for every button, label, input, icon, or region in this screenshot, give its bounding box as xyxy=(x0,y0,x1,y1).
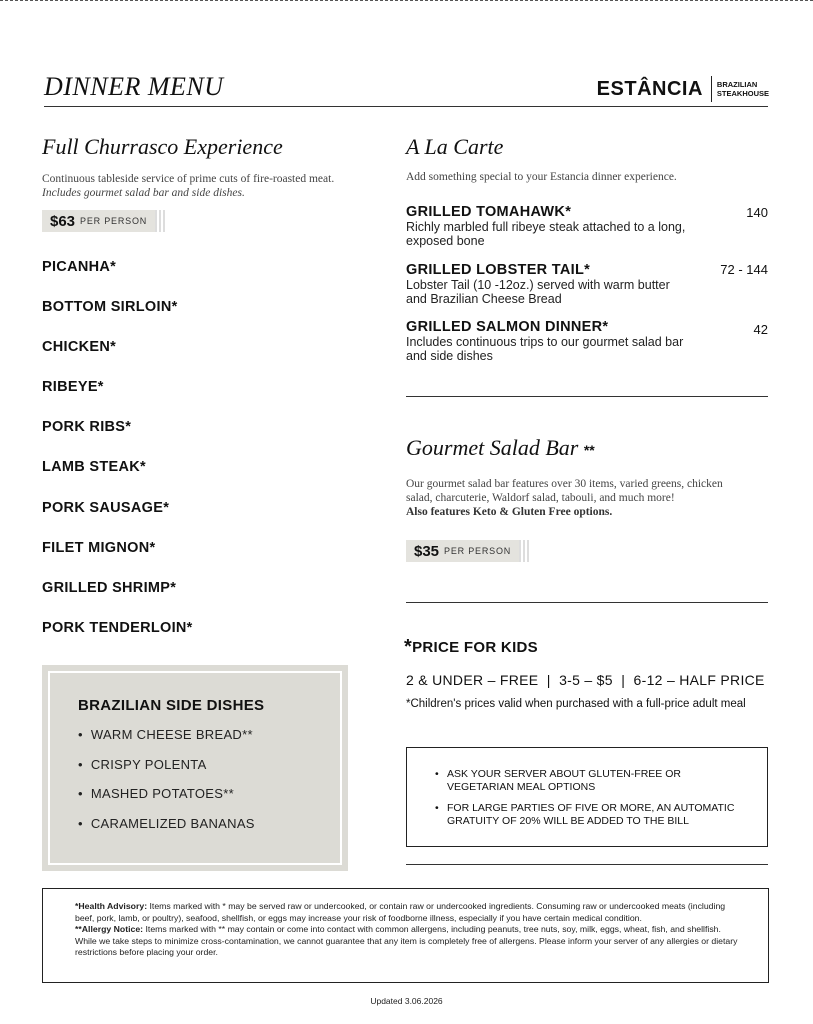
allergy-notice xyxy=(75,924,742,959)
alacarte-item-price: 42 xyxy=(753,322,768,337)
advisory-box xyxy=(42,888,769,983)
churrasco-desc-line-1: Continuous tableside service of prime cuts of fire-roasted meat. xyxy=(42,173,335,185)
meat-item: PORK TENDERLOIN* xyxy=(42,620,193,636)
side-dishes-heading: BRAZILIAN SIDE DISHES xyxy=(78,697,265,714)
kids-heading xyxy=(404,636,538,659)
alacarte-item-name: GRILLED LOBSTER TAIL* xyxy=(406,262,591,278)
note-item: • FOR LARGE PARTIES OF FIVE OR MORE, AN AUTOMATIC GRATUITY OF 20% WILL BE ADDED TO THE BILL xyxy=(435,802,745,827)
alacarte-item xyxy=(406,262,768,306)
health-advisory-label: *Health Advisory: xyxy=(75,901,148,911)
brand-name: ESTÂNCIA xyxy=(596,77,703,100)
health-advisory xyxy=(75,901,742,924)
side-dishes-box xyxy=(42,665,348,871)
brand-logo xyxy=(597,76,769,102)
meat-item: FILET MIGNON* xyxy=(42,540,156,556)
salad-desc-line-3: Also features Keto & Gluten Free options. xyxy=(406,506,613,518)
page-top-border xyxy=(0,0,813,1)
kids-asterisk: * xyxy=(404,636,413,658)
salad-price-badge xyxy=(406,540,531,562)
meat-item: PORK SAUSAGE* xyxy=(42,500,170,516)
alacarte-item-desc-line: exposed bone xyxy=(406,234,485,248)
allergy-notice-label: **Allergy Notice: xyxy=(75,924,144,934)
notes-box xyxy=(406,747,768,847)
meat-item: GRILLED SHRIMP* xyxy=(42,580,177,596)
side-dish-item: • MASHED POTATOES** xyxy=(78,786,255,816)
meat-item: PORK RIBS* xyxy=(42,419,132,435)
salad-allergen-mark: ** xyxy=(583,442,595,458)
header-rule xyxy=(44,106,768,107)
meat-item: BOTTOM SIRLOIN* xyxy=(42,299,178,315)
salad-desc-line-2: salad, charcuterie, Waldorf salad, tabouli, and much more! xyxy=(406,492,675,504)
churrasco-heading: Full Churrasco Experience xyxy=(42,134,283,159)
alacarte-item-desc-line: Includes continuous trips to our gourmet salad bar xyxy=(406,335,684,349)
brand-divider xyxy=(711,76,712,102)
alacarte-item xyxy=(406,319,768,363)
alacarte-item-desc-line: and side dishes xyxy=(406,349,493,363)
side-dishes-list xyxy=(78,727,255,845)
churrasco-price-unit: PER PERSON xyxy=(80,216,148,226)
churrasco-desc xyxy=(42,172,334,200)
alacarte-item-price: 140 xyxy=(746,205,768,220)
salad-price: $35 xyxy=(414,542,440,560)
section-divider xyxy=(406,602,768,603)
meat-item: CHICKEN* xyxy=(42,339,117,355)
alacarte-heading: A La Carte xyxy=(406,134,504,159)
brand-subtitle-line-1: BRAZILIAN xyxy=(716,80,758,89)
alacarte-item-name: GRILLED TOMAHAWK* xyxy=(406,204,572,220)
alacarte-item-price: 72 - 144 xyxy=(720,262,768,277)
alacarte-item-desc-line: Lobster Tail (10 -12oz.) served with warm butter xyxy=(406,278,670,292)
churrasco-desc-line-2: Includes gourmet salad bar and side dishes. xyxy=(42,187,245,199)
salad-price-unit: PER PERSON xyxy=(444,546,512,556)
side-dish-item: • CARAMELIZED BANANAS xyxy=(78,816,255,846)
price-badge-stripes xyxy=(519,540,531,562)
kids-note: *Children's prices valid when purchased with a full-price adult meal xyxy=(406,698,746,710)
churrasco-price-badge xyxy=(42,210,167,232)
alacarte-item-desc-line: Richly marbled full ribeye steak attached to a long, xyxy=(406,220,686,234)
section-divider xyxy=(406,396,768,397)
health-advisory-text: Items marked with * may be served raw or undercooked, or contain raw or undercooked ingredients. Consuming raw or undercooked meats (including beef, pork, lamb, or poultry), seafood, shellfish, or eggs may increase your risk of foodborne illness, especially if you have certain medical condition. xyxy=(75,901,726,923)
section-divider xyxy=(406,864,768,865)
meat-item: RIBEYE* xyxy=(42,379,104,395)
advisory-text xyxy=(75,901,742,959)
salad-heading-text: Gourmet Salad Bar xyxy=(406,435,579,460)
notes-list xyxy=(435,768,745,836)
salad-heading xyxy=(406,435,595,461)
side-dish-item: • CRISPY POLENTA xyxy=(78,757,255,787)
alacarte-item-desc-line: and Brazilian Cheese Bread xyxy=(406,292,562,306)
alacarte-desc: Add something special to your Estancia dinner experience. xyxy=(406,171,677,183)
kids-pricing: 2 & UNDER – FREE | 3-5 – $5 | 6-12 – HALF PRICE xyxy=(406,672,765,688)
meat-item: LAMB STEAK* xyxy=(42,459,146,475)
updated-date: Updated 3.06.2026 xyxy=(370,996,443,1006)
brand-subtitle xyxy=(717,80,769,98)
kids-heading-text: PRICE FOR KIDS xyxy=(412,639,538,656)
alacarte-item-name: GRILLED SALMON DINNER* xyxy=(406,319,609,335)
alacarte-item-desc xyxy=(406,335,768,363)
alacarte-item xyxy=(406,204,768,248)
salad-desc-line-1: Our gourmet salad bar features over 30 items, varied greens, chicken xyxy=(406,478,723,490)
page-title: DINNER MENU xyxy=(44,72,224,101)
brand-subtitle-line-2: STEAKHOUSE xyxy=(716,89,769,98)
side-dish-item: • WARM CHEESE BREAD** xyxy=(78,727,255,757)
alacarte-item-desc xyxy=(406,220,768,248)
churrasco-price: $63 xyxy=(50,212,76,230)
price-badge-stripes xyxy=(155,210,167,232)
allergy-notice-text: Items marked with ** may contain or come into contact with common allergens, including peanuts, tree nuts, soy, milk, eggs, wheat, fish, and shellfish. While we take steps to minimize cross-contamination, we cannot guarantee that any item is completely free of allergens. Please inform your server of any allergies or dietary restrictions before placing your order. xyxy=(75,924,738,957)
alacarte-item-desc xyxy=(406,278,768,306)
meat-item: PICANHA* xyxy=(42,259,117,275)
note-item: • ASK YOUR SERVER ABOUT GLUTEN-FREE OR VEGETARIAN MEAL OPTIONS xyxy=(435,768,745,793)
salad-desc xyxy=(406,477,723,519)
